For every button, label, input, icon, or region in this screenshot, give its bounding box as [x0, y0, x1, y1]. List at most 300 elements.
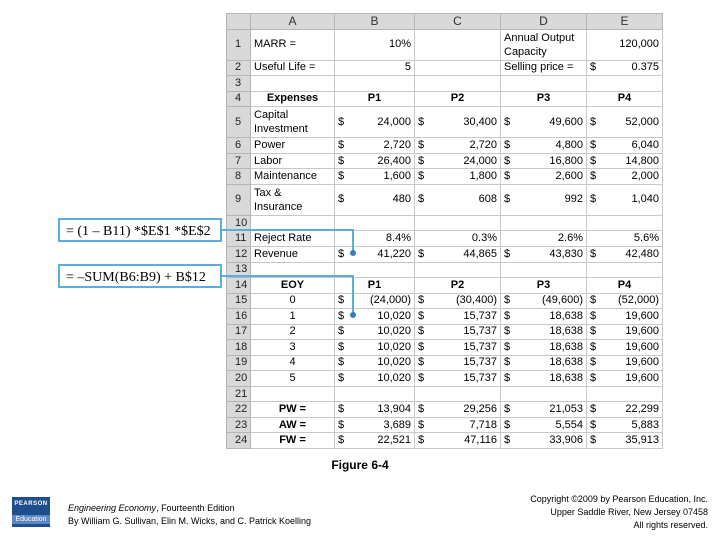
cell-value: Labor	[254, 154, 283, 167]
cell-value: 0.375	[631, 61, 659, 74]
sheet-row	[227, 184, 663, 215]
cell-value: 5	[289, 371, 296, 384]
row-header[interactable]: 6	[227, 138, 251, 154]
cell-e2[interactable]	[587, 60, 663, 76]
currency-symbol: $	[504, 371, 511, 384]
cell-d23[interactable]	[501, 417, 587, 433]
cell-c6[interactable]	[415, 138, 501, 154]
currency-symbol: $	[418, 434, 425, 447]
sheet-row	[227, 386, 663, 402]
currency-symbol: $	[504, 139, 511, 152]
cell-a4[interactable]	[251, 91, 335, 107]
cell-c19[interactable]	[415, 355, 501, 371]
cell-c17[interactable]	[415, 324, 501, 340]
currency-symbol: $	[418, 356, 425, 369]
cell-value: 19,600	[625, 371, 659, 384]
cell-b14[interactable]	[335, 278, 415, 294]
cell-e19[interactable]	[587, 355, 663, 371]
currency-symbol: $	[338, 170, 345, 183]
currency-symbol: $	[338, 356, 345, 369]
currency-symbol: $	[338, 340, 345, 353]
sheet-row	[227, 309, 663, 325]
cell-value: 22,299	[625, 403, 659, 416]
cell-b11[interactable]	[335, 231, 415, 247]
cell-a18[interactable]	[251, 340, 335, 356]
currency-symbol: $	[590, 139, 597, 152]
cell-e13[interactable]	[587, 262, 663, 278]
cell-b9[interactable]	[335, 184, 415, 215]
cell-value: Useful Life =	[254, 61, 316, 74]
cell-c5[interactable]	[415, 107, 501, 138]
cell-value: Expenses	[266, 92, 319, 105]
cell-value: 52,000	[625, 115, 659, 128]
cell-value: 5	[404, 61, 411, 74]
row-header[interactable]: 12	[227, 246, 251, 262]
cell-value: 49,600	[549, 115, 583, 128]
cell-value: 4	[289, 356, 296, 369]
cell-value: 7,718	[469, 418, 497, 431]
row-header[interactable]: 7	[227, 153, 251, 169]
cell-b21[interactable]	[335, 386, 415, 402]
currency-symbol: $	[338, 294, 345, 307]
cell-value: FW =	[279, 434, 306, 447]
cell-c3[interactable]	[415, 76, 501, 92]
cell-a12[interactable]	[251, 246, 335, 262]
cell-b23[interactable]	[335, 417, 415, 433]
cell-value: 10,020	[377, 325, 411, 338]
cell-e17[interactable]	[587, 324, 663, 340]
currency-symbol: $	[590, 340, 597, 353]
cell-value: 30,400	[463, 115, 497, 128]
cell-value: 14,800	[625, 154, 659, 167]
cell-value: 24,000	[463, 154, 497, 167]
currency-symbol: $	[590, 371, 597, 384]
cell-value: 41,220	[377, 247, 411, 260]
cell-value: 0.3%	[471, 232, 497, 245]
cell-e10[interactable]	[587, 215, 663, 231]
sheet-row	[227, 417, 663, 433]
cell-b1[interactable]	[335, 29, 415, 60]
cell-value: 1,040	[631, 193, 659, 206]
column-header-row	[227, 14, 663, 30]
cell-value: 18,638	[549, 340, 583, 353]
row-header[interactable]: 2	[227, 60, 251, 76]
cell-b8[interactable]	[335, 169, 415, 185]
cell-e15[interactable]	[587, 293, 663, 309]
currency-symbol: $	[338, 309, 345, 322]
sheet-corner[interactable]	[227, 14, 251, 30]
cell-e23[interactable]	[587, 417, 663, 433]
book-title: Engineering Economy	[68, 503, 157, 513]
currency-symbol: $	[590, 434, 597, 447]
column-header-c[interactable]: C	[415, 14, 501, 30]
cell-b4[interactable]	[335, 91, 415, 107]
cell-value: 2,600	[555, 170, 583, 183]
cell-e1[interactable]	[587, 29, 663, 60]
currency-symbol: $	[504, 418, 511, 431]
currency-symbol: $	[590, 247, 597, 260]
cell-value: 16,800	[549, 154, 583, 167]
cell-value: 10,020	[377, 309, 411, 322]
cell-b19[interactable]	[335, 355, 415, 371]
row-header[interactable]: 24	[227, 433, 251, 449]
cell-e24[interactable]	[587, 433, 663, 449]
cell-value: 2,720	[383, 139, 411, 152]
column-header-b[interactable]: B	[335, 14, 415, 30]
cell-e12[interactable]	[587, 246, 663, 262]
cell-value: 608	[478, 193, 497, 206]
cell-e7[interactable]	[587, 153, 663, 169]
cell-d9[interactable]	[501, 184, 587, 215]
cell-d17[interactable]	[501, 324, 587, 340]
cell-d8[interactable]	[501, 169, 587, 185]
cell-value: 4,800	[555, 139, 583, 152]
cell-value: P2	[450, 92, 465, 105]
currency-symbol: $	[590, 61, 597, 74]
cell-value: (24,000)	[370, 294, 411, 307]
cell-c11[interactable]	[415, 231, 501, 247]
connector-line	[222, 275, 354, 277]
currency-symbol: $	[338, 403, 345, 416]
cell-c21[interactable]	[415, 386, 501, 402]
cell-e11[interactable]	[587, 231, 663, 247]
cell-d10[interactable]	[501, 215, 587, 231]
cell-value: MARR =	[254, 38, 296, 51]
currency-symbol: $	[590, 193, 597, 206]
cell-a7[interactable]	[251, 153, 335, 169]
cell-b18[interactable]	[335, 340, 415, 356]
cell-value: 5,554	[555, 418, 583, 431]
currency-symbol: $	[590, 325, 597, 338]
cell-line: Insurance	[254, 200, 303, 213]
currency-symbol: $	[418, 170, 425, 183]
currency-symbol: $	[504, 294, 511, 307]
column-header-d[interactable]: D	[501, 14, 587, 30]
cell-b20[interactable]	[335, 371, 415, 387]
currency-symbol: $	[504, 356, 511, 369]
cell-value: 21,053	[549, 403, 583, 416]
cell-value: EOY	[280, 278, 305, 291]
cell-a22[interactable]	[251, 402, 335, 418]
cell-value: 24,000	[377, 115, 411, 128]
row-header[interactable]: 14	[227, 278, 251, 294]
cell-value: 22,521	[377, 434, 411, 447]
cell-c23[interactable]	[415, 417, 501, 433]
cell-d3[interactable]	[501, 76, 587, 92]
cell-value: P3	[536, 278, 551, 291]
cell-b22[interactable]	[335, 402, 415, 418]
cell-value: 15,737	[463, 356, 497, 369]
cell-d22[interactable]	[501, 402, 587, 418]
cell-value: (52,000)	[618, 294, 659, 307]
row-header[interactable]: 8	[227, 169, 251, 185]
currency-symbol: $	[590, 309, 597, 322]
cell-value: 0	[289, 294, 296, 307]
cell-value: 2,720	[469, 139, 497, 152]
cell-value: PW =	[278, 403, 307, 416]
cell-a5[interactable]	[251, 107, 335, 138]
cell-a3[interactable]	[251, 76, 335, 92]
cell-value: 2.6%	[557, 232, 583, 245]
cell-value: 5.6%	[633, 232, 659, 245]
currency-symbol: $	[418, 403, 425, 416]
sheet-row	[227, 246, 663, 262]
cell-d2[interactable]	[501, 60, 587, 76]
cell-a15[interactable]	[251, 293, 335, 309]
cell-value: P1	[367, 92, 382, 105]
cell-d4[interactable]	[501, 91, 587, 107]
connector-dot	[350, 250, 356, 256]
cell-value: 15,737	[463, 309, 497, 322]
cell-d13[interactable]	[501, 262, 587, 278]
cell-d7[interactable]	[501, 153, 587, 169]
cell-value: 10,020	[377, 371, 411, 384]
cell-d18[interactable]	[501, 340, 587, 356]
cell-c15[interactable]	[415, 293, 501, 309]
row-header[interactable]: 4	[227, 91, 251, 107]
currency-symbol: $	[418, 247, 425, 260]
cell-e21[interactable]	[587, 386, 663, 402]
currency-symbol: $	[338, 193, 345, 206]
row-header[interactable]: 10	[227, 215, 251, 231]
cell-line: Investment	[254, 123, 308, 136]
cell-value: 3	[289, 340, 296, 353]
sheet-row	[227, 153, 663, 169]
cell-value: 992	[564, 193, 583, 206]
cell-d15[interactable]	[501, 293, 587, 309]
cell-a8[interactable]	[251, 169, 335, 185]
cell-value: AW =	[278, 418, 307, 431]
cell-d5[interactable]	[501, 107, 587, 138]
cell-c10[interactable]	[415, 215, 501, 231]
cell-c24[interactable]	[415, 433, 501, 449]
row-header[interactable]: 1	[227, 29, 251, 60]
cell-b7[interactable]	[335, 153, 415, 169]
row-header[interactable]: 9	[227, 184, 251, 215]
cell-a20[interactable]	[251, 371, 335, 387]
cell-a11[interactable]	[251, 231, 335, 247]
copyright-notice: Copyright ©2009 by Pearson Education, Inc. Upper Saddle River, New Jersey 07458 All rights reserved.	[530, 494, 708, 530]
cell-d14[interactable]	[501, 278, 587, 294]
currency-symbol: $	[418, 418, 425, 431]
row-header[interactable]: 15	[227, 293, 251, 309]
sheet-row	[227, 138, 663, 154]
cell-e8[interactable]	[587, 169, 663, 185]
cell-a24[interactable]	[251, 433, 335, 449]
sheet-row	[227, 293, 663, 309]
cell-value: 33,906	[549, 434, 583, 447]
formula-callout-reject: = (1 – B11) *$E$1 *$E$2	[58, 218, 222, 242]
cell-value: 19,600	[625, 356, 659, 369]
cell-a21[interactable]	[251, 386, 335, 402]
currency-symbol: $	[504, 193, 511, 206]
figure-caption: Figure 6-4	[331, 458, 389, 472]
cell-b3[interactable]	[335, 76, 415, 92]
cell-c7[interactable]	[415, 153, 501, 169]
cell-d16[interactable]	[501, 309, 587, 325]
cell-value: 29,256	[463, 403, 497, 416]
cell-e9[interactable]	[587, 184, 663, 215]
cell-c1[interactable]	[415, 29, 501, 60]
cell-value: 6,040	[631, 139, 659, 152]
cell-a1[interactable]	[251, 29, 335, 60]
sheet-row	[227, 76, 663, 92]
cell-b12[interactable]	[335, 246, 415, 262]
cell-e5[interactable]	[587, 107, 663, 138]
formula-callout-cashflow: = –SUM(B6:B9) + B$12	[58, 264, 222, 288]
currency-symbol: $	[504, 115, 511, 128]
cell-value: 15,737	[463, 325, 497, 338]
row-header[interactable]: 20	[227, 371, 251, 387]
cell-value: 18,638	[549, 309, 583, 322]
cell-c8[interactable]	[415, 169, 501, 185]
cell-a17[interactable]	[251, 324, 335, 340]
currency-symbol: $	[418, 154, 425, 167]
cell-line: Capital	[254, 109, 289, 122]
cell-c22[interactable]	[415, 402, 501, 418]
cell-value: 19,600	[625, 309, 659, 322]
cell-a16[interactable]	[251, 309, 335, 325]
currency-symbol: $	[504, 403, 511, 416]
currency-symbol: $	[338, 418, 345, 431]
cell-b2[interactable]	[335, 60, 415, 76]
cell-a2[interactable]	[251, 60, 335, 76]
cell-value: 10%	[388, 38, 411, 51]
currency-symbol: $	[418, 371, 425, 384]
cell-c2[interactable]	[415, 60, 501, 76]
row-header[interactable]: 13	[227, 262, 251, 278]
cell-c14[interactable]	[415, 278, 501, 294]
cell-e6[interactable]	[587, 138, 663, 154]
cell-a6[interactable]	[251, 138, 335, 154]
currency-symbol: $	[338, 325, 345, 338]
cell-value: 5,883	[631, 418, 659, 431]
currency-symbol: $	[504, 170, 511, 183]
cell-e14[interactable]	[587, 278, 663, 294]
cell-d12[interactable]	[501, 246, 587, 262]
cell-d20[interactable]	[501, 371, 587, 387]
cell-c9[interactable]	[415, 184, 501, 215]
cell-c18[interactable]	[415, 340, 501, 356]
cell-c16[interactable]	[415, 309, 501, 325]
column-header-a[interactable]: A	[251, 14, 335, 30]
cell-c13[interactable]	[415, 262, 501, 278]
sheet-row	[227, 433, 663, 449]
cell-value: P2	[450, 278, 465, 291]
cell-a23[interactable]	[251, 417, 335, 433]
row-header[interactable]: 19	[227, 355, 251, 371]
cell-e4[interactable]	[587, 91, 663, 107]
cell-d21[interactable]	[501, 386, 587, 402]
sheet-row	[227, 107, 663, 138]
currency-symbol: $	[590, 403, 597, 416]
cell-e20[interactable]	[587, 371, 663, 387]
cell-d19[interactable]	[501, 355, 587, 371]
cell-value: P4	[617, 278, 632, 291]
row-header[interactable]: 21	[227, 386, 251, 402]
column-header-e[interactable]: E	[587, 14, 663, 30]
cell-line: Annual Output	[504, 31, 575, 44]
cell-value: 18,638	[549, 325, 583, 338]
spreadsheet	[226, 13, 663, 449]
cell-b24[interactable]	[335, 433, 415, 449]
cell-e3[interactable]	[587, 76, 663, 92]
currency-symbol: $	[338, 139, 345, 152]
row-header[interactable]: 17	[227, 324, 251, 340]
cell-c20[interactable]	[415, 371, 501, 387]
cell-value: 18,638	[549, 356, 583, 369]
currency-symbol: $	[338, 154, 345, 167]
cell-value: 480	[392, 193, 411, 206]
sheet-row	[227, 340, 663, 356]
sheet-row	[227, 169, 663, 185]
cell-value: 1,600	[383, 170, 411, 183]
cell-value: 43,830	[549, 247, 583, 260]
sheet-row	[227, 278, 663, 294]
row-header[interactable]: 11	[227, 231, 251, 247]
cell-value: Power	[254, 139, 286, 152]
cell-d1[interactable]	[501, 29, 587, 60]
row-header[interactable]: 16	[227, 309, 251, 325]
row-header[interactable]: 23	[227, 417, 251, 433]
cell-value: 35,913	[625, 434, 659, 447]
currency-symbol: $	[590, 115, 597, 128]
cell-value: 3,689	[383, 418, 411, 431]
cell-c12[interactable]	[415, 246, 501, 262]
cell-a14[interactable]	[251, 278, 335, 294]
cell-b17[interactable]	[335, 324, 415, 340]
sheet-row	[227, 355, 663, 371]
currency-symbol: $	[504, 340, 511, 353]
cell-value: 19,600	[625, 340, 659, 353]
cell-d11[interactable]	[501, 231, 587, 247]
cell-value: 18,638	[549, 371, 583, 384]
cell-e22[interactable]	[587, 402, 663, 418]
currency-symbol: $	[338, 115, 345, 128]
cell-value: P1	[367, 278, 382, 291]
cell-value: 19,600	[625, 325, 659, 338]
row-header[interactable]: 3	[227, 76, 251, 92]
cell-d24[interactable]	[501, 433, 587, 449]
sheet-row	[227, 29, 663, 60]
sheet-row	[227, 402, 663, 418]
cell-e18[interactable]	[587, 340, 663, 356]
currency-symbol: $	[418, 325, 425, 338]
cell-value: (30,400)	[456, 294, 497, 307]
row-header[interactable]: 18	[227, 340, 251, 356]
cell-b16[interactable]	[335, 309, 415, 325]
cell-b15[interactable]	[335, 293, 415, 309]
currency-symbol: $	[418, 340, 425, 353]
cell-b6[interactable]	[335, 138, 415, 154]
currency-symbol: $	[418, 115, 425, 128]
cell-a9[interactable]	[251, 184, 335, 215]
cell-e16[interactable]	[587, 309, 663, 325]
row-header[interactable]: 22	[227, 402, 251, 418]
currency-symbol: $	[504, 325, 511, 338]
cell-b5[interactable]	[335, 107, 415, 138]
cell-value: 2,000	[631, 170, 659, 183]
cell-value: Maintenance	[254, 170, 317, 183]
cell-value: 1	[289, 309, 296, 322]
currency-symbol: $	[590, 294, 597, 307]
cell-d6[interactable]	[501, 138, 587, 154]
sheet-row	[227, 91, 663, 107]
cell-c4[interactable]	[415, 91, 501, 107]
currency-symbol: $	[418, 294, 425, 307]
row-header[interactable]: 5	[227, 107, 251, 138]
cell-a19[interactable]	[251, 355, 335, 371]
